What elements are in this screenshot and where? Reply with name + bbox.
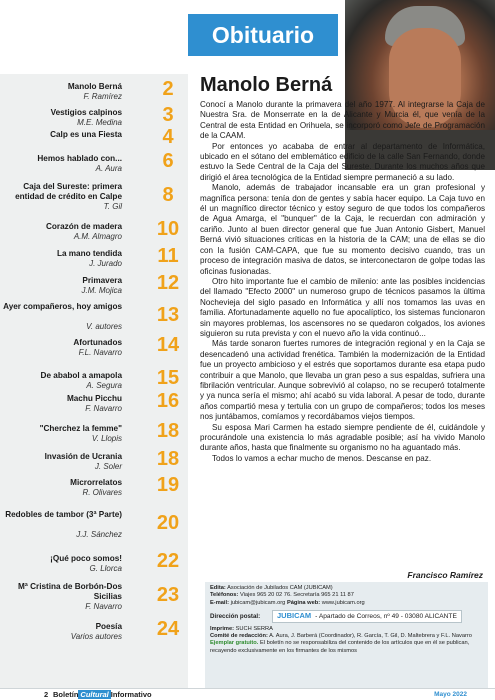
- label: Dirección postal:: [210, 612, 261, 620]
- toc-entry-author: R. Olivares: [82, 488, 122, 497]
- toc-entry-page: 13: [156, 304, 180, 326]
- toc-entry-page: 14: [156, 334, 180, 356]
- toc-entry-author: J.J. Sánchez: [76, 530, 122, 539]
- value: - Apartado de Correos, nº 49 - 03080 ALICANTE: [315, 613, 457, 621]
- article-paragraph: Todos lo vamos a echar mucho de menos. Descanse en paz.: [212, 453, 432, 463]
- toc-entry-title: Redobles de tambor (3ª Parte): [5, 510, 122, 519]
- postal-address: [210, 610, 483, 622]
- toc-entry-page: 12: [156, 272, 180, 294]
- toc-entry-title: ¡Qué poco somos!: [50, 554, 122, 563]
- toc-entry-author: Varios autores: [70, 632, 122, 641]
- toc-entry-title: Vestigios calpinos: [50, 108, 122, 117]
- toc-entry-page: 8: [162, 184, 174, 206]
- toc-entry-title: Primavera: [82, 276, 122, 285]
- toc-entry-page: 2: [162, 78, 174, 100]
- toc-entry-title: Microrrelatos: [70, 478, 122, 487]
- label: Imprime:: [210, 625, 235, 632]
- label: Ejemplar gratuito.: [210, 640, 259, 647]
- toc-entry-title: Poesía: [95, 622, 122, 631]
- label: E-mail:: [210, 599, 229, 606]
- toc-entry-page: 20: [156, 512, 180, 534]
- toc-entry-page: 3: [162, 104, 174, 126]
- toc-entry-title: Caja del Sureste: primera entidad de crédito en Calpe: [15, 182, 122, 201]
- toc-entry-author: V. autores: [86, 322, 122, 331]
- value: Asociación de Jubilados CAM (JUBICAM): [227, 585, 333, 591]
- toc-entry-title: De ababol a amapola: [40, 371, 122, 380]
- section-title-bar: [188, 14, 338, 56]
- toc-entry-author: J. Soler: [94, 462, 122, 471]
- label: Página web:: [286, 599, 321, 606]
- toc-entry-author: A.M. Almagro: [73, 232, 122, 241]
- toc-entry-page: 18: [156, 420, 180, 442]
- logo-mid: Cultural: [80, 690, 109, 699]
- toc-entry-page: 19: [156, 474, 180, 496]
- toc-entry-author: F. Navarro: [85, 602, 122, 611]
- toc-entry-author: M.E. Medina: [77, 118, 122, 127]
- toc-entry-author: F. Navarro: [85, 404, 122, 413]
- toc-entry-title: Invasión de Ucrania: [44, 452, 122, 461]
- toc-entry-page: 18: [156, 448, 180, 470]
- toc-entry-author: F. Ramírez: [83, 92, 122, 101]
- toc-entry-author: J.M. Mojica: [81, 286, 122, 295]
- section-title: Obituario: [211, 22, 315, 48]
- footer-page-number: 2: [44, 690, 49, 699]
- article-body: [200, 100, 485, 464]
- label: Edita:: [210, 585, 226, 591]
- toc-entry-title: Manolo Berná: [67, 82, 122, 91]
- page-footer: [0, 688, 495, 700]
- logo-right: Informativo: [110, 690, 152, 699]
- article-paragraph: Su esposa Mari Carmen ha estado siempre pendiente de él, cuidándole y procurándole una existencia lo más agradable posible; así ha vivido Manolo durante años, hasta que finalmente su organismo no ha aguantado más.: [200, 422, 485, 453]
- value: Viajes 965 20 02 76. Secretaría 965 21 11 87: [239, 592, 354, 599]
- toc-entry-title: Hemos hablado con...: [37, 154, 122, 163]
- toc-entry-page: 16: [156, 390, 180, 412]
- toc-entry-author: G. Llorca: [89, 564, 122, 573]
- article-paragraph: Por entonces yo acababa de entrar al departamento de Informática, ubicado en el sótano del emblemático edificio de la calle San Fernando, donde estuvo la Sede Central de la Caja del Sureste. Durante los muchos años que dirigió el área tecnológica de la Entidad siempre permaneció a su lado.: [200, 141, 485, 182]
- footer-date: Mayo 2022: [434, 691, 467, 698]
- article-title: Manolo Berná: [200, 74, 333, 96]
- credits-telefonos: [210, 592, 483, 599]
- toc-entry-page: 6: [162, 150, 174, 172]
- article-paragraph: Más tarde sonaron fuertes rumores de integración regional y en la Caja se desencadenó una actividad frenética. También la modernización de la Entidad fue un proyecto ambicioso y el estrés que soportamos durante esa etapa pudo contribuir a que Manolo, que llevaba un gran peso a sus espaldas, sufriera una fibrilación ventricular. Aunque sobrevivió al colapso, no se recuperó totalmente y ya nunca sería el mismo; ahí acabó su vida laboral. A pesar de todo, durante años compartió mesa y tertulia con un grupo de compañeros; todos los meses nos juntábamos, comíamos y recordábamos viejos tiempos.: [200, 339, 485, 422]
- value: A. Aura, J. Barberá (Coordinador), R. García, T. Gil, D. Maltebrera y F.L. Navarro: [269, 633, 472, 640]
- brand: JUBICAM: [277, 611, 312, 621]
- toc-entry-author: V. Llopis: [91, 434, 122, 443]
- credits-gratuito: [210, 640, 483, 655]
- toc-entry-title: Corazón de madera: [46, 222, 122, 231]
- toc-entry-page: 22: [156, 550, 180, 572]
- toc-entry-title: La mano tendida: [56, 249, 122, 258]
- web-link[interactable]: www.jubicam.org: [321, 599, 365, 606]
- value: El boletín no se responsabiliza del contenido de los artículos que en él se publican, recayendo exclusivamente en los firmantes de los mismos: [210, 640, 470, 654]
- postal-value: [272, 610, 462, 622]
- label: Teléfonos:: [210, 592, 239, 599]
- toc-entry-title: Afortunados: [73, 338, 122, 347]
- credits-comite: [210, 633, 483, 640]
- toc-entry-author: A. Segura: [86, 381, 122, 390]
- credits-imprime: [210, 626, 483, 633]
- article-paragraph: Conocí a Manolo durante la primavera del año 1977. Al integrarse la Caja de Nuestra Sra. de Monserrate en la de Alicante y Murcia él, que venía de la Central de esta Entidad en Orihuela, se incorporó como Jefe de Programación de la CAAM.: [200, 100, 485, 141]
- toc-entry-page: 10: [156, 218, 180, 240]
- toc-entry-title: "Cherchez la femme": [39, 424, 122, 433]
- toc-entry-page: 24: [156, 618, 180, 640]
- toc-entry-author: T. Gil: [103, 202, 122, 211]
- email-link[interactable]: jubicam@jubicam.org: [230, 599, 286, 606]
- label: Comité de redacción:: [210, 633, 268, 640]
- toc-entry-author: J. Jurado: [89, 259, 122, 268]
- logo-left: Boletín: [53, 690, 79, 699]
- credits-edita: [210, 585, 483, 592]
- table-of-contents: [0, 74, 188, 690]
- toc-entry-author: F.L. Navarro: [78, 348, 122, 357]
- toc-entry-page: 23: [156, 584, 180, 606]
- toc-entry-title: Calp es una Fiesta: [50, 130, 122, 139]
- toc-entry-title: Mª Cristina de Borbón-Dos Sicilias: [17, 582, 122, 601]
- article-signature: Francisco Ramírez: [407, 570, 483, 580]
- toc-entry-page: 4: [162, 126, 174, 148]
- footer-logo: [53, 690, 152, 699]
- credits-box: [205, 582, 488, 690]
- value: SUCH SERRA: [235, 625, 273, 632]
- article-paragraph: Manolo, además de trabajador incansable era un gran profesional y magnífica persona: tenía don de gentes y sabía hacer equipo. La Caja tuvo en él un magnífico director técnico y estoy seguro de que todos los compañeros de Agua Amarga, el "bunquer" de la Caja, le recuerdan con admiración y cariño. Junto al buen director general que fue Juan Antonio Gisbert, Manuel Berná vivió situaciones críticas en la historia de la CAM; una de ellas se dio con la fusión CAM-CAPA, que fue su momento decisivo cuando, tras un proceso de integración masiva de datos, se interconectaron de golpe todas las oficinas fusionadas.: [200, 183, 485, 276]
- article-header: [200, 73, 485, 97]
- credits-contact: [210, 600, 483, 607]
- article-paragraph: Otro hito importante fue el cambio de milenio: ante las posibles incidencias del llamado "Efecto 2000" un numeroso grupo de técnicos pasamos la última Nochevieja del siglo pasado en Informática y allí nos tomamos las uvas en familia. Afortunadamente aquello no fue apocalíptico, los sistemas funcionaron sin mayores problemas, los ascensores no se quedaron colgados, los aviones siguieron su ruta prevista y con el nuevo año la vida continuó...: [200, 276, 485, 338]
- toc-entry-author: A. Aura: [95, 164, 122, 173]
- toc-entry-title: Machu Picchu: [66, 394, 122, 403]
- toc-entry-title: Ayer compañeros, hoy amigos: [3, 302, 122, 311]
- toc-entry-page: 15: [156, 367, 180, 389]
- toc-entry-page: 11: [157, 245, 179, 267]
